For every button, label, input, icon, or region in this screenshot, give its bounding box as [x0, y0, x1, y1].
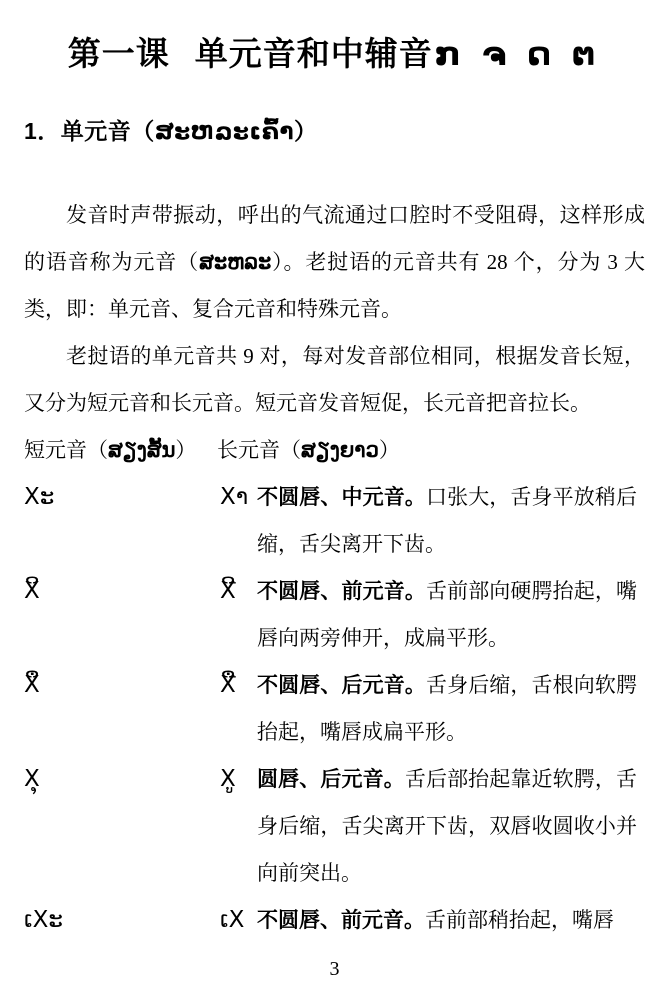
paragraph-1	[24, 192, 645, 333]
short-vowel-header-zh: 短元音（	[24, 438, 108, 462]
long-vowel-header-close: ）	[378, 438, 400, 462]
vowel-description	[257, 662, 637, 756]
vowel-type-label: 不圆唇、前元音。	[257, 908, 425, 932]
section-heading-lao: ສະຫລະເຄົ້າ	[154, 118, 294, 144]
vowel-description	[257, 756, 637, 897]
short-vowel-symbol: Xິ	[24, 578, 40, 604]
long-vowel-header-zh: 长元音（	[217, 438, 301, 462]
short-vowel-symbol: Xຶ	[24, 672, 40, 698]
section-heading	[24, 116, 645, 147]
paragraph-1-text: 发音时声带振动，呼出的气流通过口腔时不受阻碍，这样形成的语音称为元音（	[24, 203, 645, 274]
short-vowel-header-close: ）	[175, 438, 197, 462]
vowel-type-label: 不圆唇、前元音。	[257, 579, 426, 603]
body-text	[24, 192, 645, 944]
vowel-description	[257, 474, 637, 568]
vowel-description-text: 口张大，舌身平放稍后缩，舌尖离开下齿。	[257, 485, 638, 556]
vowel-description-text: 舌身后缩，舌根向软腭抬起，嘴唇成扁平形。	[257, 673, 638, 744]
paragraph-1-text-cont: ）。老挝语的元音共有 28 个，分为 3 大类，即：单元音、复合元音和特殊元音。	[24, 250, 646, 321]
vowel-row-2	[24, 568, 645, 662]
section-heading-close: ）	[294, 118, 318, 144]
long-vowel-symbol: Xູ	[220, 766, 236, 792]
vowel-type-label: 不圆唇、中元音。	[257, 485, 426, 509]
long-vowel-header	[217, 427, 645, 474]
long-vowel-symbol: Xື	[220, 672, 236, 698]
short-vowel-header	[24, 427, 217, 474]
page-number: 3	[329, 958, 340, 980]
lesson-title	[24, 30, 645, 78]
long-vowel-symbol: Xາ	[220, 484, 249, 510]
vowel-type-label: 不圆唇、后元音。	[257, 673, 426, 697]
short-vowel-header-lao: ສຽງສັ້ນ	[108, 438, 176, 462]
vowel-row-1	[24, 474, 645, 568]
short-vowel-symbol: Xຸ	[24, 766, 40, 792]
vowel-table-header	[24, 427, 645, 474]
section-heading-zh: 1．单元音（	[24, 118, 155, 144]
paragraph-2	[24, 333, 645, 427]
vowel-description	[257, 568, 637, 662]
short-vowel-symbol: ເXະ	[24, 907, 63, 933]
lesson-number: 第一课	[67, 35, 170, 72]
vowel-description-text: 舌前部稍抬起，嘴唇	[425, 908, 614, 932]
vowel-type-label: 圆唇、后元音。	[257, 767, 405, 791]
lesson-lao-consonants: ກ ຈ ດ ຕ	[434, 35, 602, 72]
vowel-description	[257, 897, 637, 944]
paragraph-1-lao-term: ສະຫລະ	[199, 250, 272, 274]
long-vowel-header-lao: ສຽງຍາວ	[301, 438, 379, 462]
lesson-title-text: 单元音和中辅音	[194, 35, 433, 72]
vowel-description-text: 舌后部抬起靠近软腭，舌身后缩，舌尖离开下齿，双唇收圆收小并向前突出。	[257, 767, 638, 885]
paragraph-2-text: 老挝语的单元音共 9 对，每对发音部位相同，根据发音长短，又分为短元音和长元音。短元音发音短促，长元音把音拉长。	[24, 344, 645, 415]
long-vowel-symbol: ເX	[220, 907, 245, 933]
short-vowel-symbol: Xະ	[24, 484, 55, 510]
long-vowel-symbol: Xີ	[220, 578, 236, 604]
vowel-description-text: 舌前部向硬腭抬起，嘴唇向两旁伸开，成扁平形。	[257, 579, 638, 650]
vowel-row-4	[24, 756, 645, 897]
vowel-row-3	[24, 662, 645, 756]
vowel-row-5	[24, 897, 645, 944]
